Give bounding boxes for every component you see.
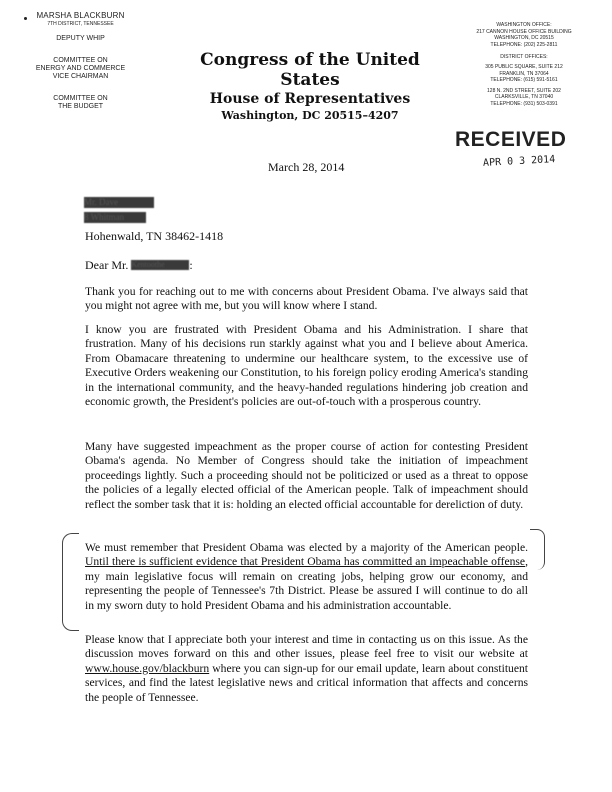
recipient-city: Hohenwald, TN 38462-1418	[85, 229, 224, 243]
house-title: House of Representatives	[209, 91, 411, 107]
paragraph-4	[85, 541, 528, 613]
recipient-street-redacted: 8 Whitman	[84, 212, 146, 223]
dc-office-line1: 217 CANNON HOUSE OFFICE BUILDING	[476, 28, 572, 35]
clarksville-office-line3: TELEPHONE: (931) 503-0391	[490, 100, 558, 107]
letterhead-left	[18, 12, 143, 111]
dc-office-label: WASHINGTON OFFICE:	[496, 22, 552, 28]
franklin-office-line1: 305 PUBLIC SQUARE, SUITE 212	[485, 63, 563, 70]
committee-budget-line1: COMMITTEE ON	[53, 95, 108, 102]
dc-office-line3: TELEPHONE: (202) 225-2811	[490, 41, 558, 48]
paragraph-5-start: Please know that I appreciate both your interest and time in contacting us on this issue. As the discussion moves forward on this and other issues, please feel free to visit our website at	[85, 633, 528, 661]
district-offices-label: DISTRICT OFFICES:	[500, 54, 548, 61]
representative-name: MARSHA BLACKBURN	[36, 11, 125, 20]
committee-energy-line2: ENERGY AND COMMERCE	[35, 65, 126, 72]
committee-energy-line3: VICE CHAIRMAN	[52, 73, 109, 80]
handwritten-bracket-left	[62, 533, 79, 631]
paragraph-4-underlined: Until there is sufficient evidence that President Obama has committed an impeachable offense	[85, 555, 526, 569]
handwritten-bracket-right	[530, 529, 545, 570]
clarksville-office-line1: 128 N. 2ND STREET, SUITE 202	[487, 87, 561, 94]
committee-energy-line1: COMMITTEE ON	[53, 57, 108, 64]
dc-office-line2: WASHINGTON, DC 20515	[494, 35, 554, 42]
committee-budget-line2: THE BUDGET	[57, 103, 104, 110]
franklin-office-line3: TELEPHONE: (615) 591-5161	[490, 77, 558, 84]
deputy-whip-title: DEPUTY WHIP	[56, 35, 105, 42]
website-link[interactable]: www.house.gov/blackburn	[85, 661, 210, 675]
letter-date: March 28, 2014	[268, 160, 345, 174]
washington-address: Washington, DC 20515–4207	[221, 109, 399, 122]
salutation-suffix: :	[189, 258, 193, 272]
clarksville-office-line2: CLARKSVILLE, TN 37040	[494, 94, 554, 101]
paragraph-4-end: , my main legislative focus will remain on creating jobs, helping grow our economy, and representing the people of Tennessee's 7th District. Please be assured I will continue to do all in my sworn duty to hold President Obama and his administration accountable.	[85, 555, 528, 612]
recipient-name-redacted: Mr. Dave	[84, 197, 154, 208]
salutation-name-redacted: Kentoothe	[131, 260, 189, 270]
franklin-office-line2: FRANKLIN, TN 37064	[499, 70, 549, 77]
paragraph-5	[85, 633, 528, 705]
letterhead-right	[468, 22, 580, 108]
paragraph-2: I know you are frustrated with President Obama and his Administration. I share that frustration. Many of his decisions run starkly against what you and I believe about America. From Obamacare threatening to undermine our healthcare system, to the excessive use of Executive Orders weakening our Constitution, to his foreign policy eroding America's standing in the international community, and the heavy-handed regulations hindering job creation and economic growth, the President's policies are out-of-touch with a prosperous country.	[85, 323, 528, 409]
paragraph-3: Many have suggested impeachment as the proper course of action for contesting President Obama's agenda. No Member of Congress should take the initiation of impeachment proceedings lightly. Such a proceeding should not be politicized or used as a threat to oppose the policies of a legally elected official of the American people. Talk of impeachment should reflect the somber task that it is: holding an elected official accountable for dereliction of duty.	[85, 440, 528, 511]
paragraph-4-start: We must remember that President Obama was elected by a majority of the American people.	[85, 541, 528, 554]
paragraph-1: Thank you for reaching out to me with concerns about President Obama. I've always said that you might not agree with me, but you will know where I stand.	[85, 285, 528, 313]
salutation	[85, 258, 193, 273]
received-stamp: RECEIVED	[455, 128, 567, 151]
letterhead-center	[170, 50, 450, 124]
received-stamp-date: APR 0 3 2014	[482, 154, 556, 169]
salutation-prefix: Dear Mr.	[85, 258, 129, 272]
congress-title: Congress of the United States	[200, 50, 420, 90]
district-label: 7TH DISTRICT, TENNESSEE	[47, 21, 114, 27]
paragraph-5-end: where you can sign-up for our email update, learn about constituent services, and find the latest legislative news and critical information that affects and concerns the people of Tennessee.	[85, 661, 528, 704]
